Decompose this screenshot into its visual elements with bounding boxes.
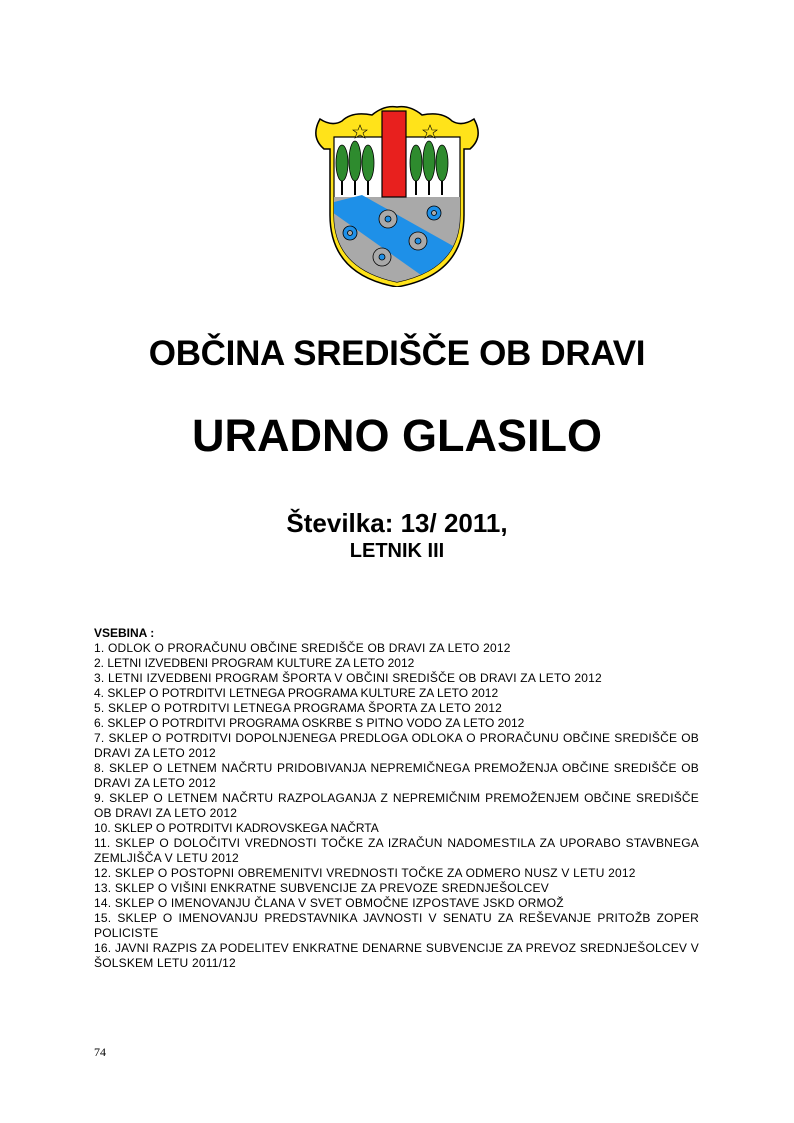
toc-item: 6. SKLEP O POTRDITVI PROGRAMA OSKRBE S PITNO VODO ZA LETO 2012: [94, 716, 525, 730]
toc-item: 7. SKLEP O POTRDITVI DOPOLNJENEGA PREDLOGA ODLOKA O PRORAČUNU OBČINE SREDIŠČE OB DRAVI ZA LETO 2012: [94, 731, 699, 760]
toc-item: 5. SKLEP O POTRDITVI LETNEGA PROGRAMA ŠPORTA ZA LETO 2012: [94, 701, 502, 715]
toc-item: 1. ODLOK O PRORAČUNU OBČINE SREDIŠČE OB DRAVI ZA LETO 2012: [94, 641, 511, 655]
municipal-coat-of-arms-icon: [302, 97, 492, 287]
toc-item: 3. LETNI IZVEDBENI PROGRAM ŠPORTA V OBČINI SREDIŠČE OB DRAVI ZA LETO 2012: [94, 671, 602, 685]
toc-item: 9. SKLEP O LETNEM NAČRTU RAZPOLAGANJA Z NEPREMIČNIM PREMOŽENJEM OBČINE SREDIŠČE OB DRAVI ZA LETO 2012: [94, 791, 699, 820]
volume-label: LETNIK III: [349, 540, 445, 562]
toc-item: 8. SKLEP O LETNEM NAČRTU PRIDOBIVANJA NEPREMIČNEGA PREMOŽENJA OBČINE SREDIŠČE OB DRAVI ZA LETO 2012: [94, 761, 699, 790]
toc-heading: VSEBINA :: [94, 626, 155, 640]
toc-item: 12. SKLEP O POSTOPNI OBREMENITVI VREDNOSTI TOČKE ZA ODMERO NUSZ V LETU 2012: [94, 866, 636, 880]
toc-item: 11. SKLEP O DOLOČITVI VREDNOSTI TOČKE ZA IZRAČUN NADOMESTILA ZA UPORABO STAVBNEGA ZEMLJIŠČA V LETU 2012: [94, 836, 699, 865]
toc-item: 13. SKLEP O VIŠINI ENKRATNE SUBVENCIJE ZA PREVOZE SREDNJEŠOLCEV: [94, 881, 549, 895]
gazette-title: URADNO GLASILO: [192, 410, 602, 461]
toc-item: 10. SKLEP O POTRDITVI KADROVSKEGA NAČRTA: [94, 821, 379, 835]
toc-item: 15. SKLEP O IMENOVANJU PREDSTAVNIKA JAVNOSTI V SENATU ZA REŠEVANJE PRITOŽB ZOPER POLICISTE: [94, 911, 699, 940]
toc-item: 4. SKLEP O POTRDITVI LETNEGA PROGRAMA KULTURE ZA LETO 2012: [94, 686, 499, 700]
table-of-contents: [94, 626, 699, 971]
municipality-name: OBČINA SREDIŠČE OB DRAVI: [148, 334, 646, 373]
toc-item: 16. JAVNI RAZPIS ZA PODELITEV ENKRATNE DENARNE SUBVENCIJE ZA PREVOZ SREDNJEŠOLCEV V ŠOLSKEM LETU 2011/12: [94, 941, 699, 970]
issue-number: Številka: 13/ 2011,: [286, 508, 508, 538]
toc-item: 14. SKLEP O IMENOVANJU ČLANA V SVET OBMOČNE IZPOSTAVE JSKD ORMOŽ: [94, 896, 564, 910]
toc-item: 2. LETNI IZVEDBENI PROGRAM KULTURE ZA LETO 2012: [94, 656, 415, 670]
page-number: 74: [94, 1045, 106, 1059]
